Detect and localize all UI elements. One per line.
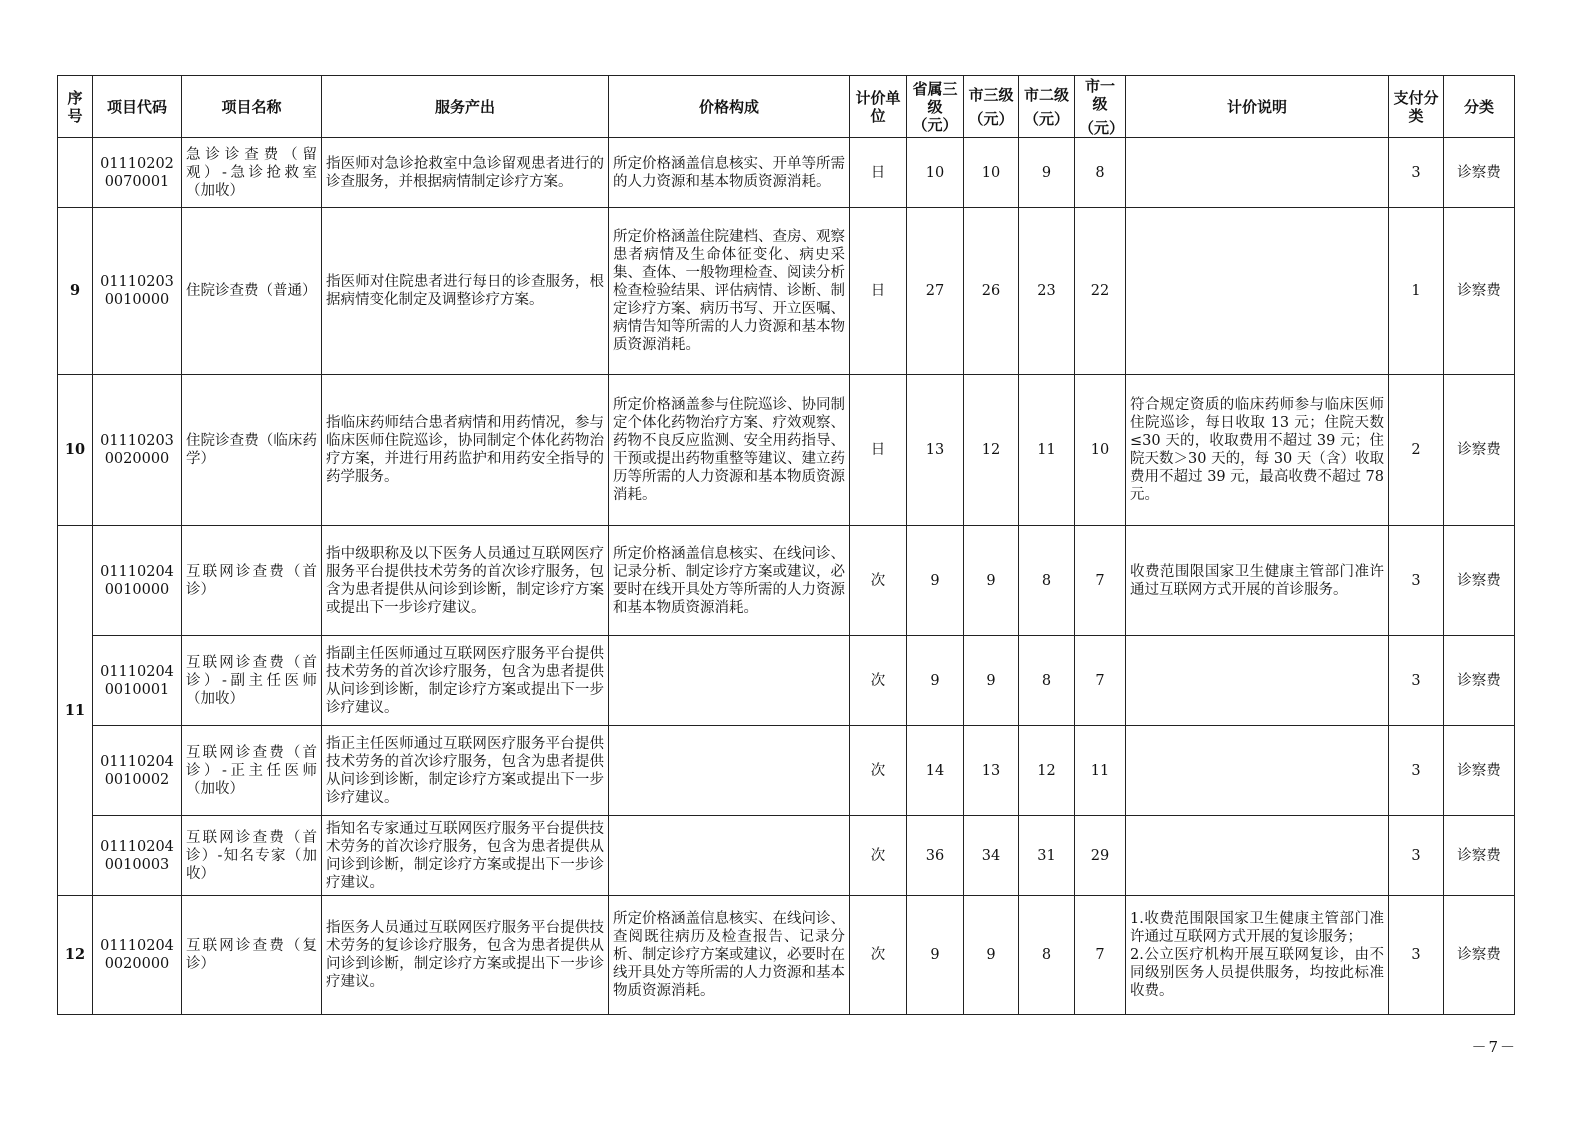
cell-unit: 日 (850, 208, 907, 375)
cell-cat: 诊察费 (1444, 726, 1515, 816)
cell-prov3: 14 (907, 726, 964, 816)
cell-pay: 3 (1389, 726, 1444, 816)
cell-service: 指医师对急诊抢救室中急诊留观患者进行的诊查服务，并根据病情制定诊疗方案。 (322, 138, 609, 208)
cell-seq (58, 138, 93, 208)
code-line2: 0010003 (104, 856, 170, 873)
cell-name: 急诊诊查费（留观）-急诊抢救室（加收） (182, 138, 322, 208)
cell-note (1126, 636, 1389, 726)
cell-note (1126, 726, 1389, 816)
code-line1: 01110203 (100, 433, 174, 449)
cell-price: 所定价格涵盖住院建档、查房、观察患者病情及生命体征变化、病史采集、查体、一般物理检查、阅读分析检查检验结果、评估病情、诊断、制定诊疗方案、病历书写、开立医嘱、病情告知等所需的人力资源和基本物质资源消耗。 (609, 208, 850, 375)
cell-code (93, 896, 182, 1015)
table-row (58, 816, 1515, 896)
cell-cat: 诊察费 (1444, 636, 1515, 726)
cell-note: 符合规定资质的临床药师参与临床医师住院巡诊，每日收取 13 元；住院天数≤30 天的，收取费用不超过 39 元；住院天数＞30 天的，每 30 天（含）收取费用不超过 39 元，最高收费不超过 78 元。 (1126, 375, 1389, 526)
cell-city3: 12 (964, 375, 1019, 526)
cell-city1: 10 (1075, 375, 1126, 526)
cell-unit: 次 (850, 816, 907, 896)
cell-pay: 3 (1389, 138, 1444, 208)
cell-service: 指中级职称及以下医务人员通过互联网医疗服务平台提供技术劳务的首次诊疗服务，包含为患者提供从问诊到诊断，制定诊疗方案或提出下一步诊疗建议。 (322, 526, 609, 636)
code-line2: 0070001 (104, 173, 170, 190)
table-header-row (58, 76, 1515, 138)
cell-city2: 11 (1019, 375, 1075, 526)
header-prov3: 省属三级（元） (907, 76, 964, 138)
cell-city3: 10 (964, 138, 1019, 208)
code-line2: 0020000 (104, 451, 170, 467)
cell-city3: 9 (964, 526, 1019, 636)
header-seq: 序号 (58, 76, 93, 138)
header-name: 项目名称 (182, 76, 322, 138)
cell-service: 指医师对住院患者进行每日的诊查服务，根据病情变化制定及调整诊疗方案。 (322, 208, 609, 375)
cell-note (1126, 138, 1389, 208)
cell-city2: 8 (1019, 526, 1075, 636)
cell-code (93, 636, 182, 726)
cell-city3: 26 (964, 208, 1019, 375)
cell-prov3: 27 (907, 208, 964, 375)
header-city1-line2: （元） (1079, 118, 1125, 137)
cell-city2: 31 (1019, 816, 1075, 896)
cell-city1: 8 (1075, 138, 1126, 208)
code-line1: 01110204 (100, 563, 174, 580)
table-row (58, 208, 1515, 375)
cell-unit: 日 (850, 138, 907, 208)
cell-city3: 9 (964, 896, 1019, 1015)
cell-pay: 3 (1389, 896, 1444, 1015)
cell-city1: 7 (1075, 526, 1126, 636)
note-item-1: 1.收费范围限国家卫生健康主管部门准许通过互联网方式开展的复诊服务； (1130, 911, 1384, 945)
header-service: 服务产出 (322, 76, 609, 138)
cell-pay: 3 (1389, 816, 1444, 896)
cell-service: 指知名专家通过互联网医疗服务平台提供技术劳务的首次诊疗服务，包含为患者提供从问诊到诊断，制定诊疗方案或提出下一步诊疗建议。 (322, 816, 609, 896)
cell-prov3: 36 (907, 816, 964, 896)
header-cat: 分类 (1444, 76, 1515, 138)
cell-city1: 29 (1075, 816, 1126, 896)
cell-prov3: 9 (907, 636, 964, 726)
cell-city2: 9 (1019, 138, 1075, 208)
cell-pay: 1 (1389, 208, 1444, 375)
header-city2-line1: 市二级 (1023, 85, 1069, 104)
table-row (58, 375, 1515, 526)
code-line1: 01110204 (100, 838, 174, 855)
header-city3 (964, 76, 1019, 138)
code-line1: 01110204 (100, 663, 174, 680)
code-line2: 0020000 (104, 956, 170, 972)
cell-prov3: 13 (907, 375, 964, 526)
cell-note (1126, 896, 1389, 1015)
header-city1-line1: 市一级 (1084, 76, 1115, 113)
cell-service: 指医务人员通过互联网医疗服务平台提供技术劳务的复诊诊疗服务，包含为患者提供从问诊到诊断，制定诊疗方案或提出下一步诊疗建议。 (322, 896, 609, 1015)
cell-code (93, 526, 182, 636)
code-line1: 01110203 (100, 274, 174, 290)
code-line1: 01110204 (100, 753, 174, 770)
header-city3-line1: 市三级 (968, 85, 1014, 104)
cell-price: 所定价格涵盖信息核实、在线问诊、记录分析、制定诊疗方案或建议，必要时在线开具处方等所需的人力资源和基本物质资源消耗。 (609, 526, 850, 636)
cell-city3: 13 (964, 726, 1019, 816)
cell-code (93, 816, 182, 896)
cell-price: 所定价格涵盖信息核实、开单等所需的人力资源和基本物质资源消耗。 (609, 138, 850, 208)
table-row (58, 636, 1515, 726)
cell-price: 所定价格涵盖信息核实、在线问诊、查阅既往病历及检查报告、记录分析、制定诊疗方案或建议，必要时在线开具处方等所需的人力资源和基本物质资源消耗。 (609, 896, 850, 1015)
cell-name: 互联网诊查费（首诊）-正主任医师（加收） (182, 726, 322, 816)
cell-unit: 次 (850, 526, 907, 636)
cell-name: 互联网诊查费（首诊）-知名专家（加收） (182, 816, 322, 896)
cell-city1: 22 (1075, 208, 1126, 375)
cell-code (93, 726, 182, 816)
table-row (58, 896, 1515, 1015)
cell-price (609, 726, 850, 816)
header-note: 计价说明 (1126, 76, 1389, 138)
code-line1: 01110202 (100, 155, 174, 172)
code-line1: 01110204 (100, 938, 174, 954)
cell-service: 指副主任医师通过互联网医疗服务平台提供技术劳务的首次诊疗服务，包含为患者提供从问诊到诊断，制定诊疗方案或提出下一步诊疗建议。 (322, 636, 609, 726)
cell-pay: 3 (1389, 636, 1444, 726)
table-row (58, 138, 1515, 208)
code-line2: 0010001 (104, 681, 170, 698)
header-pay: 支付分类 (1389, 76, 1444, 138)
header-code: 项目代码 (93, 76, 182, 138)
cell-pay: 3 (1389, 526, 1444, 636)
note-item-2: 2.公立医疗机构开展互联网复诊，由不同级别医务人员提供服务，均按此标准收费。 (1130, 947, 1384, 999)
cell-unit: 次 (850, 636, 907, 726)
cell-prov3: 9 (907, 526, 964, 636)
cell-cat: 诊察费 (1444, 896, 1515, 1015)
cell-prov3: 9 (907, 896, 964, 1015)
cell-seq: 9 (58, 208, 93, 375)
header-city2 (1019, 76, 1075, 138)
cell-pay: 2 (1389, 375, 1444, 526)
cell-service: 指正主任医师通过互联网医疗服务平台提供技术劳务的首次诊疗服务，包含为患者提供从问诊到诊断，制定诊疗方案或提出下一步诊疗建议。 (322, 726, 609, 816)
cell-price (609, 636, 850, 726)
code-line2: 0010000 (104, 581, 170, 598)
price-table (57, 75, 1515, 1015)
cell-city2: 23 (1019, 208, 1075, 375)
cell-unit: 次 (850, 896, 907, 1015)
cell-cat: 诊察费 (1444, 375, 1515, 526)
cell-cat: 诊察费 (1444, 526, 1515, 636)
cell-city2: 8 (1019, 896, 1075, 1015)
cell-service: 指临床药师结合患者病情和用药情况，参与临床医师住院巡诊，协同制定个体化药物治疗方案，并进行用药监护和用药安全指导的药学服务。 (322, 375, 609, 526)
cell-note: 收费范围限国家卫生健康主管部门准许通过互联网方式开展的首诊服务。 (1126, 526, 1389, 636)
cell-unit: 日 (850, 375, 907, 526)
cell-city1: 7 (1075, 896, 1126, 1015)
table-row (58, 526, 1515, 636)
code-line2: 0010000 (104, 292, 170, 308)
header-city1 (1075, 76, 1126, 138)
cell-cat: 诊察费 (1444, 138, 1515, 208)
cell-code (93, 138, 182, 208)
cell-city3: 9 (964, 636, 1019, 726)
cell-price: 所定价格涵盖参与住院巡诊、协同制定个体化药物治疗方案、疗效观察、药物不良反应监测、安全用药指导、干预或提出药物重整等建议、建立药历等所需的人力资源和基本物质资源消耗。 (609, 375, 850, 526)
cell-seq: 10 (58, 375, 93, 526)
cell-name: 互联网诊查费（首诊）-副主任医师（加收） (182, 636, 322, 726)
cell-cat: 诊察费 (1444, 208, 1515, 375)
cell-city2: 8 (1019, 636, 1075, 726)
table-row (58, 726, 1515, 816)
cell-city1: 7 (1075, 636, 1126, 726)
cell-city2: 12 (1019, 726, 1075, 816)
cell-seq: 11 (58, 526, 93, 896)
cell-name: 互联网诊查费（首诊） (182, 526, 322, 636)
cell-note (1126, 208, 1389, 375)
header-price: 价格构成 (609, 76, 850, 138)
code-line2: 0010002 (104, 771, 170, 788)
header-city3-line2: （元） (968, 109, 1014, 128)
cell-code (93, 375, 182, 526)
cell-name: 住院诊查费（临床药学） (182, 375, 322, 526)
cell-unit: 次 (850, 726, 907, 816)
page-number: －7－ (1471, 1038, 1517, 1056)
header-unit: 计价单位 (850, 76, 907, 138)
cell-name: 互联网诊查费（复诊） (182, 896, 322, 1015)
cell-note (1126, 816, 1389, 896)
cell-name: 住院诊查费（普通） (182, 208, 322, 375)
cell-city1: 11 (1075, 726, 1126, 816)
cell-prov3: 10 (907, 138, 964, 208)
cell-seq: 12 (58, 896, 93, 1015)
cell-price (609, 816, 850, 896)
cell-code (93, 208, 182, 375)
cell-cat: 诊察费 (1444, 816, 1515, 896)
cell-city3: 34 (964, 816, 1019, 896)
header-city2-line2: （元） (1023, 109, 1069, 128)
